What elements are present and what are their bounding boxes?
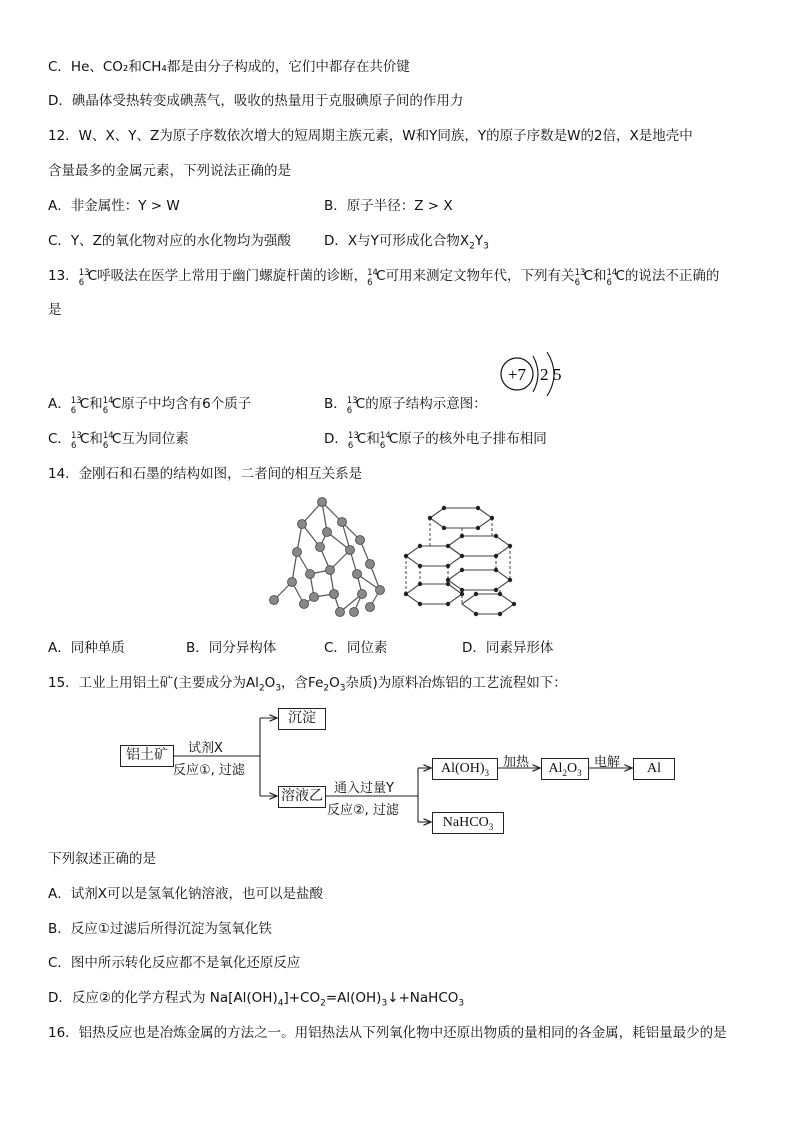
q13-stem-line1: 13． 13 6 C呼吸法在医学上常用于幽门螺旋杆菌的诊断， 14 6 C可用来测定文物年代，下列有关 13 6 C和 14 6 C的说法不正确的 [48,268,720,288]
flow-reaction2-label: 反应②, 过滤 [327,803,399,818]
q12-option-d: D．X与Y可形成化合物$X_2Y_3$ [324,233,489,252]
flow-aloh3-box: $Al(OH)_3$ [432,758,498,780]
q12-stem-line2: 含量最多的金属元素，下列说法正确的是 [48,163,291,179]
flow-nahco3-box: NaHCO$_3$ [432,812,504,834]
q11-option-c: C．He、CO₂和CH₄都是由分子构成的，它们中都存在共价键 [48,59,410,75]
flow-al-box: Al [633,758,675,780]
flow-pass-y-label: 通入过量Y [334,781,394,796]
flow-solution-b-box: 溶液乙 [278,786,326,808]
shell2-electrons: 5 [553,365,562,384]
shell1-electrons: 2 [540,365,549,384]
q15-option-d: D．反应②的化学方程式为 $Na[Al(OH)_4]+CO_2=Al(OH)_3↓+NaHCO_3$ [48,990,465,1009]
flow-al2o3-box: $Al_2O_3$ [541,758,589,780]
q12-stem-line1: 12．W、X、Y、Z为原子序数依次增大的短周期主族元素，W和Y同族，Y的原子序数是W的2倍，X是地壳中 [48,128,693,144]
q15-option-b: B．反应①过滤后所得沉淀为氢氧化铁 [48,921,272,937]
q15-stem: 15．工业上用铝土矿(主要成分为$Al_2O_3$，含$Fe_2O_3$杂质)为原料冶炼铝的工艺流程如下： [48,675,567,694]
q13-option-a: A． 13 6 C和 14 6 C原子中均含有6个质子 [48,396,252,416]
q13-option-c: C． 13 6 C和 14 6 C互为同位素 [48,431,189,451]
q12-option-b: B．原子半径：Z > X [324,198,453,214]
q11-option-d: D．碘晶体受热转变成碘蒸气，吸收的热量用于克服碘原子间的作用力 [48,93,464,109]
flow-precipitate-box: 沉淀 [278,708,326,730]
flow-reagent-x-label: 试剂X [188,741,223,756]
flow-reaction1-label: 反应①, 过滤 [173,763,245,778]
q16-stem: 16．铝热反应也是冶炼金属的方法之一。用铝热法从下列氧化物中还原出物质的量相同的各金属，耗铝量最少的是 [48,1025,727,1041]
q14-stem: 14．金刚石和石墨的结构如图，二者间的相互关系是 [48,466,363,482]
q13-option-d: D． 13 6 C和 14 6 C原子的核外电子排布相同 [324,431,547,451]
q12-option-c: C．Y、Z的氧化物对应的水化物均为强酸 [48,233,291,249]
q13-option-b: B． 13 6 C的原子结构示意图： [324,396,487,416]
flow-electrolysis-label: 电解 [594,755,621,770]
nucleus-charge: +7 [507,365,527,384]
q14-option-d: D．同素异形体 [462,640,554,656]
q15-prompt: 下列叙述正确的是 [48,851,156,867]
q14-option-c: C．同位素 [324,640,388,656]
q15-option-a: A．试剂X可以是氢氧化钠溶液，也可以是盐酸 [48,886,323,902]
q13-stem-line2: 是 [48,302,62,318]
q12-option-a: A．非金属性：Y > W [48,198,180,214]
flow-bauxite-box: 铝土矿 [120,745,174,767]
q15-option-c: C．图中所示转化反应都不是氧化还原反应 [48,955,301,971]
q14-option-b: B．同分异构体 [186,640,277,656]
q14-option-a: A．同种单质 [48,640,125,656]
flow-heat-label: 加热 [503,755,530,770]
